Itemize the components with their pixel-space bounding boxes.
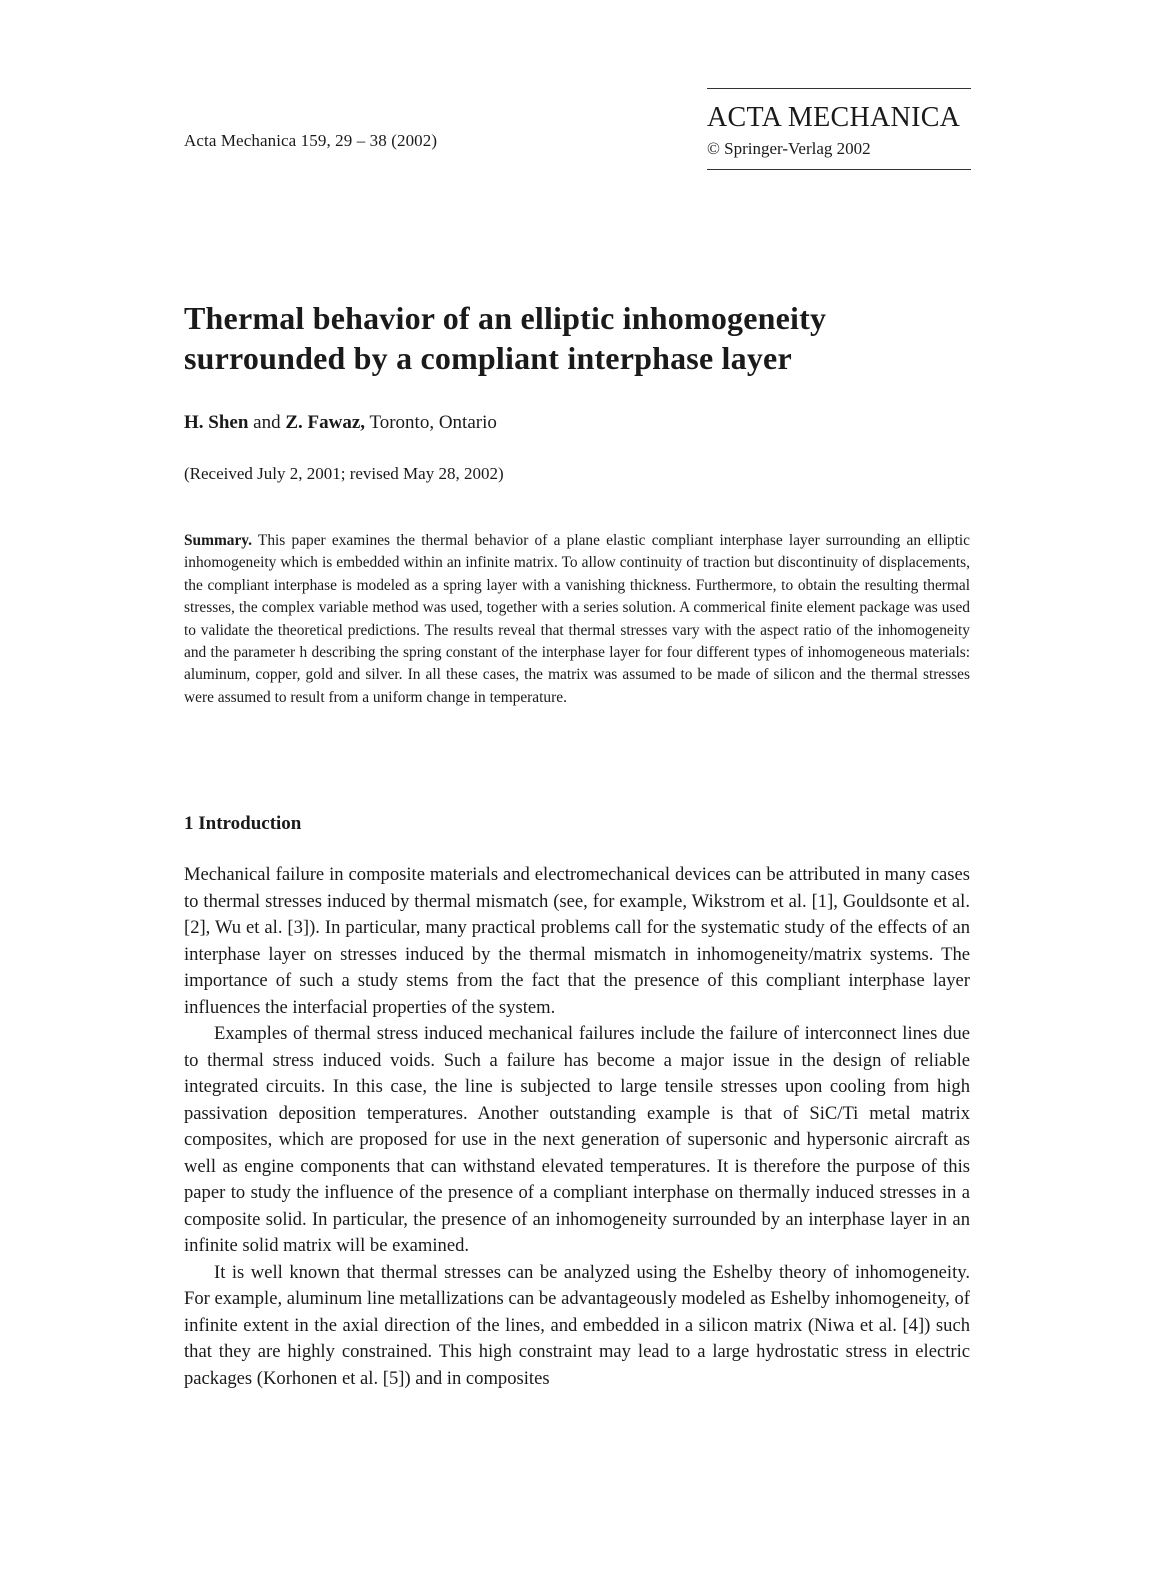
summary-label: Summary. xyxy=(184,532,252,549)
journal-masthead xyxy=(707,88,971,170)
summary-text: This paper examines the thermal behavior of a plane elastic compliant interphase layer surrounding an elliptic inhomogeneity which is embedded within an infinite matrix. To allow continuity of traction but discontinuity of displacements, the compliant interphase is modeled as a spring layer with a vanishing thickness. Furthermore, to obtain the resulting thermal stresses, the complex variable method was used, together with a series solution. A commerical finite element package was used to validate the theoretical predictions. The results reveal that thermal stresses vary with the aspect ratio of the inhomogeneity and the parameter h describing the spring constant of the interphase layer for four different types of inhomogeneous materials: aluminum, copper, gold and silver. In all these cases, the matrix was assumed to be made of silicon and the thermal stresses were assumed to result from a uniform change in temperature. xyxy=(184,532,970,706)
received-dates: (Received July 2, 2001; revised May 28, 2002) xyxy=(184,464,504,483)
masthead-bottom-rule xyxy=(707,169,971,170)
introduction-body xyxy=(184,862,970,1392)
author-location: Toronto, Ontario xyxy=(365,412,497,433)
journal-name: ACTA MECHANICA xyxy=(707,102,961,133)
article-title: Thermal behavior of an elliptic inhomogeneity surrounded by a compliant interphase layer xyxy=(184,300,827,376)
paragraph-1: Mechanical failure in composite materials and electromechanical devices can be attributed in many cases to thermal stresses induced by thermal mismatch (see, for example, Wikstrom et al. [1], Gouldsonte et al. [2], Wu et al. [3]). In particular, many practical problems call for the systematic study of the effects of an interphase layer on stresses induced by the thermal mismatch in inhomogeneity/matrix systems. The importance of such a study stems from the fact that the presence of this compliant interphase layer influences the interfacial properties of the system. xyxy=(184,864,970,1018)
author-fawaz: Z. Fawaz, xyxy=(285,412,366,433)
paragraph-2: Examples of thermal stress induced mechanical failures include the failure of interconnect lines due to thermal stress induced voids. Such a failure has become a major issue in the design of reliable integrated circuits. In this case, the line is subjected to large tensile stresses upon cooling from high passivation deposition temperatures. Another outstanding example is that of SiC/Ti metal matrix composites, which are proposed for use in the next generation of supersonic and hypersonic aircraft as well as engine components that can withstand elevated temperatures. It is therefore the purpose of this paper to study the influence of the presence of a compliant interphase on thermally induced stresses in a composite solid. In particular, the presence of an inhomogeneity surrounded by an interphase layer in an infinite solid matrix will be examined. xyxy=(184,1023,970,1256)
section-heading-introduction: 1 Introduction xyxy=(184,813,302,834)
author-line xyxy=(184,412,497,434)
author-shen: H. Shen xyxy=(184,412,249,433)
paragraph-3: It is well known that thermal stresses can be analyzed using the Eshelby theory of inhomogeneity. For example, aluminum line metallizations can be advantageously modeled as Eshelby inhomogeneity, of infinite extent in the axial direction of the lines, and embedded in a silicon matrix (Niwa et al. [4]) such that they are highly constrained. This high constraint may lead to a large hydrostatic stress in electric packages (Korhonen et al. [5]) and in composites xyxy=(184,1261,970,1389)
author-conjunction: and xyxy=(248,412,286,433)
journal-citation: Acta Mechanica 159, 29 – 38 (2002) xyxy=(184,131,438,150)
masthead-top-rule xyxy=(707,88,971,89)
summary-abstract xyxy=(184,530,970,709)
publisher-copyright: © Springer-Verlag 2002 xyxy=(707,139,871,158)
